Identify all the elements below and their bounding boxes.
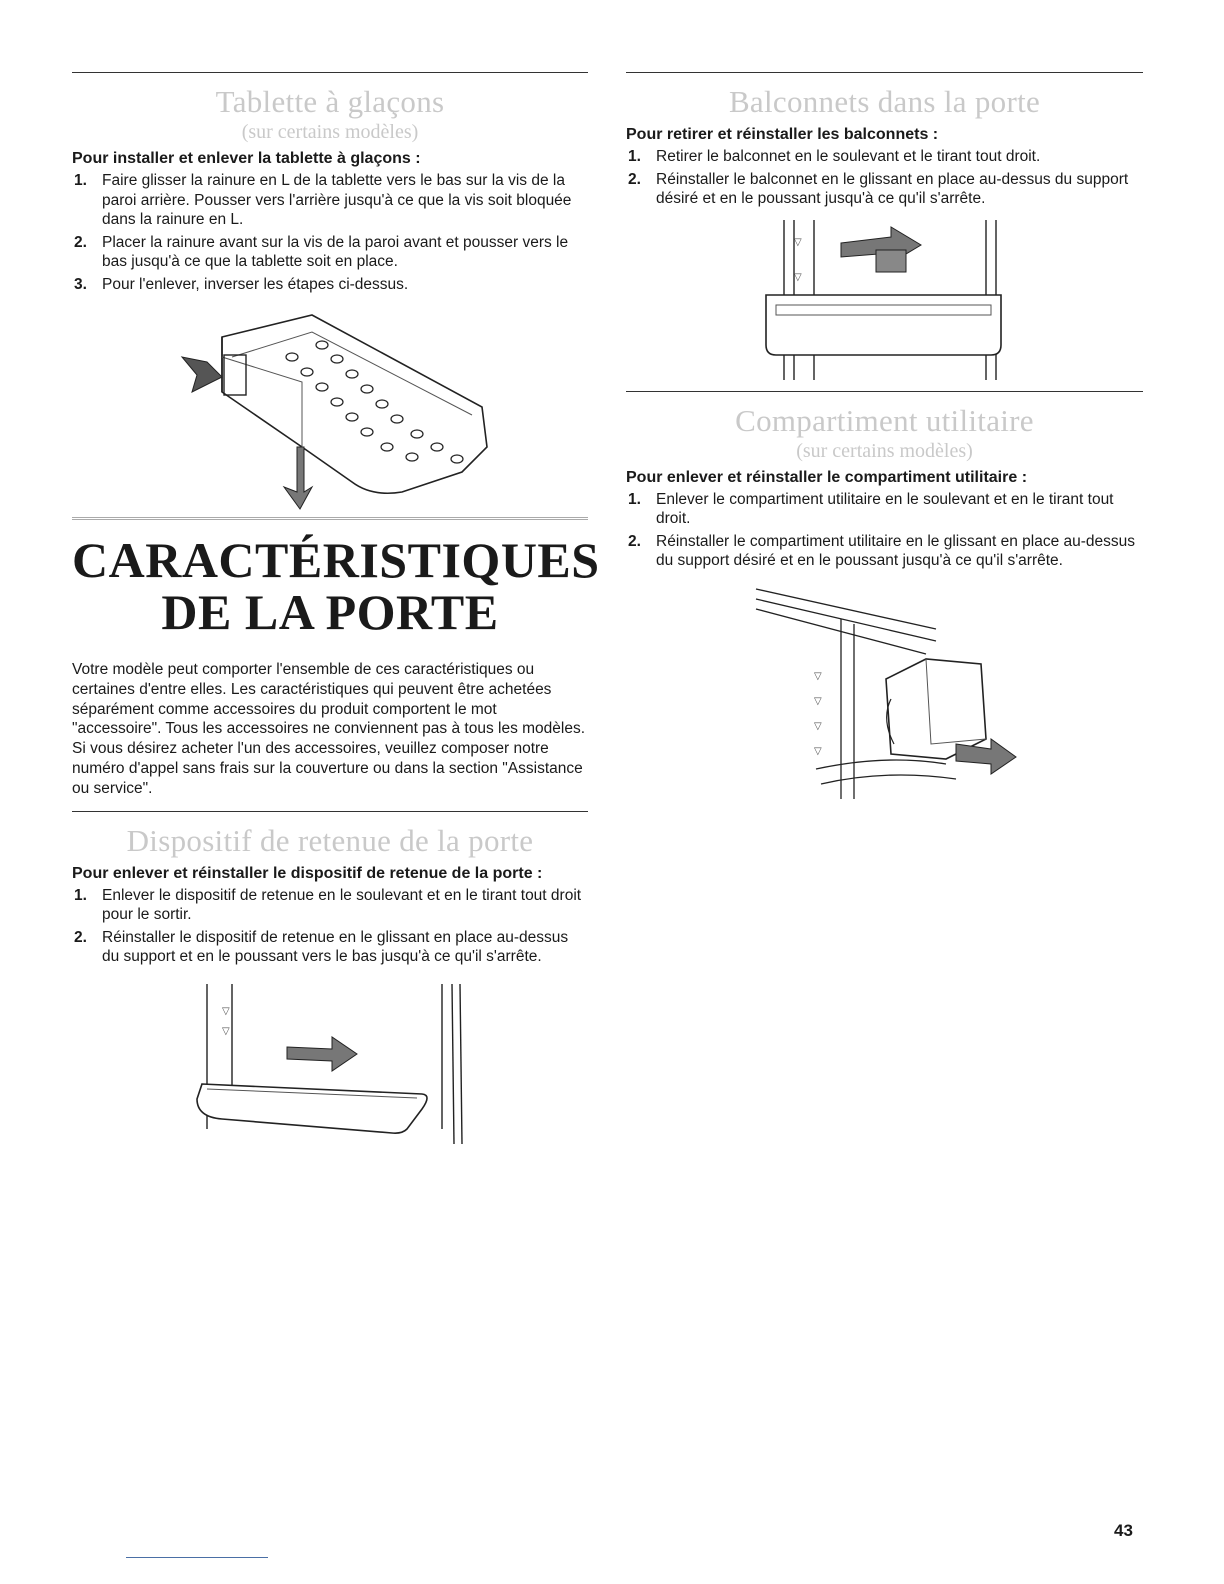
ice-tray-steps [72, 171, 588, 294]
list-item: 2. Placer la rainure avant sur la vis de la paroi avant et pousser vers le bas jusqu'à ce que la tablette soit en place. [74, 233, 569, 271]
list-item: 2. Réinstaller le balconnet en le glissant en place au-dessus du support désiré et en le poussant jusqu'à ce qu'il s'arrête. [628, 170, 1129, 208]
svg-text:▽: ▽ [222, 1025, 230, 1037]
door-bins-steps [626, 147, 1143, 209]
svg-text:▽: ▽ [814, 745, 822, 757]
ice-tray-subhead: Pour installer et enlever la tablette à glaçons : [72, 150, 421, 168]
utility-compartment-title: Compartiment utilitaire [735, 402, 1034, 438]
door-bins-illustration [626, 215, 1143, 385]
ice-tray-subtitle: (sur certains modèles) [241, 121, 419, 144]
list-item: 1. Enlever le dispositif de retenue en le soulevant et en le tirant tout droit pour le sortir. [74, 886, 582, 924]
section-divider [72, 517, 588, 520]
list-item: 1. Faire glisser la rainure en L de la tablette vers le bas sur la vis de la paroi arrière. Pousser vers l'arrière jusqu'à ce que la vis soit bloquée dans la rainure en L. [74, 172, 572, 229]
section-rule [626, 72, 1143, 73]
door-bins-title: Balconnets dans la porte [728, 84, 1041, 119]
svg-text:▽: ▽ [814, 695, 822, 707]
svg-text:▽: ▽ [794, 271, 802, 283]
ice-tray-illustration [72, 297, 588, 517]
section-rule [626, 391, 1143, 392]
section-rule [72, 811, 588, 812]
page-number: 43 [1114, 1521, 1133, 1540]
door-retainer-title: Dispositif de retenue de la porte [126, 822, 534, 858]
right-column [626, 72, 1143, 809]
door-features-title: CARACTÉRISTIQUES DE LA PORTE [72, 532, 600, 641]
door-features-intro: Votre modèle peut comporter l'ensemble de ces caractéristiques ou certaines d'entre elles. Les caractéristiques qui peuvent être achetées séparément comme accessoires du produit comportent le mot "accessoire". Tous les accessoires ne conviennent pas à tous les modèles. Si vous désirez acheter l'un des accessoires, veuillez composer notre numéro d'appel sans frais sur la couverture ou dans la section "Assistance ou service". [72, 661, 586, 797]
svg-text:▽: ▽ [222, 1005, 230, 1017]
list-item: 2. Réinstaller le compartiment utilitaire en le glissant en place au-dessus du support désiré et en le poussant jusqu'à ce qu'il s'arrête. [628, 532, 1136, 570]
footer-line [126, 1557, 268, 1558]
door-bins-subhead: Pour retirer et réinstaller les balconnets : [626, 126, 939, 144]
left-column [72, 72, 600, 1169]
utility-compartment-illustration [626, 579, 1143, 809]
list-item: 1. Enlever le compartiment utilitaire en le soulevant et en le tirant tout droit. [628, 490, 1114, 528]
list-item: 1. Retirer le balconnet en le soulevant et le tirant tout droit. [628, 148, 1041, 166]
section-rule [72, 72, 588, 73]
ice-tray-title: Tablette à glaçons [215, 84, 445, 119]
utility-compartment-subtitle: (sur certains modèles) [796, 439, 973, 462]
door-retainer-illustration [72, 979, 588, 1169]
svg-text:▽: ▽ [794, 236, 802, 248]
utility-compartment-steps [626, 490, 1143, 571]
list-item: 3. Pour l'enlever, inverser les étapes ci-dessus. [74, 275, 409, 293]
list-item: 2. Réinstaller le dispositif de retenue en le glissant en place au-dessus du support et en le poussant vers le bas jusqu'à ce qu'il s'arrête. [74, 928, 569, 966]
door-retainer-steps [72, 886, 588, 967]
door-retainer-subhead: Pour enlever et réinstaller le dispositif de retenue de la porte : [72, 864, 543, 882]
svg-text:▽: ▽ [814, 720, 822, 732]
svg-text:▽: ▽ [814, 670, 822, 682]
utility-compartment-subhead: Pour enlever et réinstaller le compartiment utilitaire : [626, 468, 1028, 486]
